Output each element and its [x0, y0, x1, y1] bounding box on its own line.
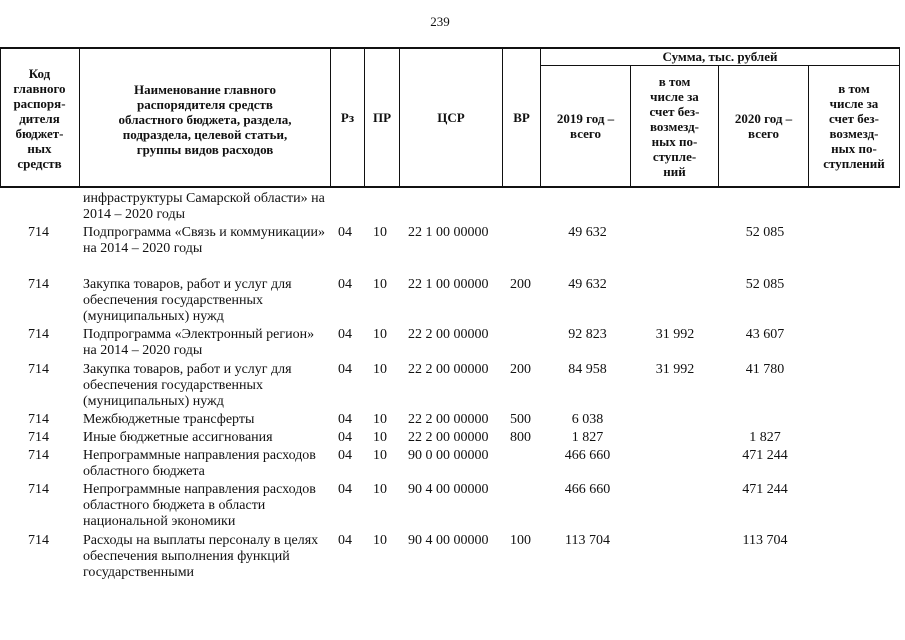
row-csr: 90 4 00 00000 — [408, 482, 489, 497]
row-sum-2019: 113 704 — [565, 533, 610, 548]
row-pr: 10 — [373, 533, 387, 548]
row-rz: 04 — [338, 277, 352, 292]
row-vr: 200 — [510, 277, 531, 292]
row-sum-2020: 52 085 — [745, 225, 785, 240]
header-csr: ЦСР — [437, 109, 465, 125]
row-name: Иные бюджетные ассигнования — [83, 430, 273, 445]
row-sum-2020: 471 244 — [742, 448, 788, 463]
row-sum-2019-grants: 31 992 — [655, 327, 695, 342]
row-rz: 04 — [338, 533, 352, 548]
row-name: Закупка товаров, работ и услуг для обеспечения государственных (муниципальных) нужд — [83, 277, 292, 324]
row-rz: 04 — [338, 362, 352, 377]
row-sum-2019: 84 958 — [568, 362, 607, 377]
row-sum-2020: 113 704 — [742, 533, 788, 548]
header-rz: Рз — [340, 109, 355, 125]
row-pr: 10 — [373, 412, 387, 427]
header-name: Наименование главного распорядителя средств областного бюджета, раздела, подраздела, целевой статьи, группы видов расходов — [118, 81, 292, 157]
row-pr: 10 — [373, 482, 387, 497]
row-sum-2020: 52 085 — [745, 277, 785, 292]
row-sum-2020: 41 780 — [745, 362, 785, 377]
row-name: Непрограммные направления расходов областного бюджета — [83, 448, 316, 479]
row-pr: 10 — [373, 277, 387, 292]
row-rz: 04 — [338, 412, 352, 427]
header-pr: ПР — [372, 109, 392, 125]
row-sum-2019: 92 823 — [568, 327, 607, 342]
row-name: Подпрограмма «Электронный регион» на 2014 – 2020 годы — [83, 327, 315, 358]
row-sum-2019-grants: 31 992 — [655, 362, 695, 377]
row-code: 714 — [28, 482, 49, 497]
row-csr: 22 2 00 00000 — [408, 327, 489, 342]
row-csr: 22 2 00 00000 — [408, 412, 489, 427]
row-pr: 10 — [373, 448, 387, 463]
row-rz: 04 — [338, 482, 352, 497]
row-name: инфраструктуры Самарской области» на 2014 – 2020 годы — [83, 191, 325, 222]
header-2019-total: 2019 год – всего — [556, 111, 615, 141]
row-pr: 10 — [373, 225, 387, 240]
row-code: 714 — [28, 448, 49, 463]
header-code: Код главного распоря- дителя бюджет- ных средств — [13, 65, 66, 171]
row-code: 714 — [28, 225, 49, 240]
row-rz: 04 — [338, 327, 352, 342]
table-header — [0, 47, 900, 187]
header-vr: ВР — [513, 109, 530, 125]
row-vr: 100 — [510, 533, 531, 548]
row-sum-2019: 49 632 — [568, 277, 607, 292]
row-sum-2020: 1 827 — [749, 430, 781, 445]
row-csr: 22 1 00 00000 — [408, 225, 489, 240]
row-csr: 22 1 00 00000 — [408, 277, 489, 292]
row-name: Межбюджетные трансферты — [83, 412, 255, 427]
row-name: Закупка товаров, работ и услуг для обеспечения государственных (муниципальных) нужд — [83, 362, 292, 409]
row-sum-2019: 466 660 — [564, 482, 611, 497]
row-code: 714 — [28, 430, 49, 445]
row-vr: 500 — [510, 412, 531, 427]
row-sum-2020: 43 607 — [745, 327, 785, 342]
row-code: 714 — [28, 412, 49, 427]
row-sum-2020: 471 244 — [742, 482, 788, 497]
row-rz: 04 — [338, 225, 352, 240]
row-code: 714 — [28, 277, 49, 292]
row-sum-2019: 49 632 — [568, 225, 607, 240]
row-csr: 22 2 00 00000 — [408, 430, 489, 445]
row-rz: 04 — [338, 448, 352, 463]
row-name: Подпрограмма «Связь и коммуникации» на 2014 – 2020 годы — [83, 225, 326, 256]
header-sum: Сумма, тыс. рублей — [662, 48, 778, 64]
header-2019-grants: в том числе за счет без- возмезд- ных по- ступле- ний — [649, 73, 700, 179]
header-2020-total: 2020 год – всего — [734, 111, 793, 141]
page-number: 239 — [430, 14, 450, 29]
row-name: Непрограммные направления расходов областного бюджета в области национальной экономики — [83, 482, 316, 529]
row-code: 714 — [28, 533, 49, 548]
row-code: 714 — [28, 362, 49, 377]
row-pr: 10 — [373, 430, 387, 445]
row-csr: 22 2 00 00000 — [408, 362, 489, 377]
row-pr: 10 — [373, 362, 387, 377]
header-2020-grants: в том числе за счет без- возмезд- ных по- ступлений — [823, 81, 885, 171]
row-sum-2019: 6 038 — [571, 412, 604, 427]
row-csr: 90 0 00 00000 — [408, 448, 489, 463]
row-pr: 10 — [373, 327, 387, 342]
row-rz: 04 — [338, 430, 352, 445]
row-code: 714 — [28, 327, 49, 342]
row-sum-2019: 466 660 — [564, 448, 611, 463]
row-sum-2019: 1 827 — [571, 430, 604, 445]
row-name: Расходы на выплаты персоналу в целях обеспечения выполнения функций государственными — [83, 533, 319, 580]
row-vr: 800 — [510, 430, 531, 445]
row-vr: 200 — [510, 362, 531, 377]
row-csr: 90 4 00 00000 — [408, 533, 489, 548]
